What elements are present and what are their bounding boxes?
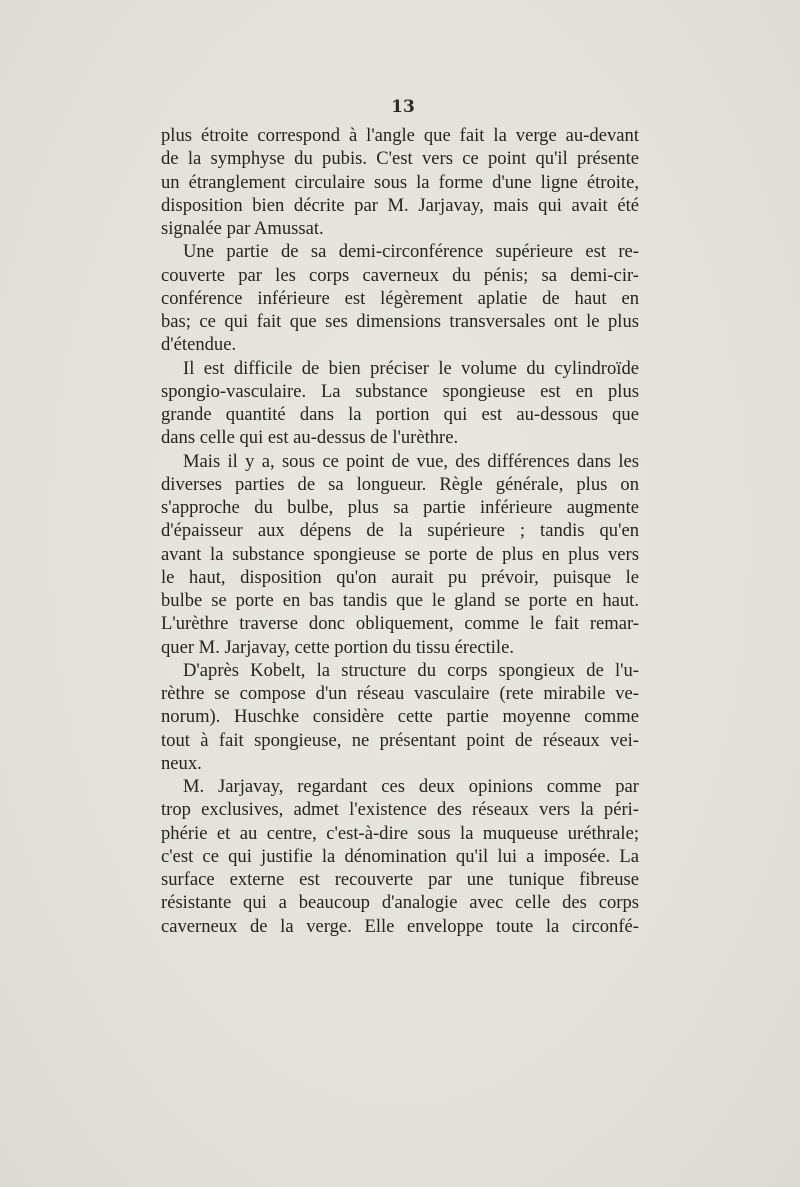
text-line: tout à fait spongieuse, ne présentant point de réseaux vei- xyxy=(161,729,639,751)
text-line: le haut, disposition qu'on aurait pu prévoir, puisque le xyxy=(161,566,639,588)
text-line: de la symphyse du pubis. C'est vers ce point qu'il présente xyxy=(161,148,639,170)
text-line: disposition bien décrite par M. Jarjavay, mais qui avait été xyxy=(161,194,639,216)
text-line: grande quantité dans la portion qui est au-dessous que xyxy=(161,404,639,425)
text-line: couverte par les corps caverneux du pénis; sa demi-cir- xyxy=(161,264,639,286)
text-line: caverneux de la verge. Elle enveloppe toute la circonfé- xyxy=(161,915,639,937)
text-line: norum). Huschke considère cette partie moyenne comme xyxy=(161,706,639,728)
page-number: 13 xyxy=(391,97,415,117)
text-line: M. Jarjavay, regardant ces deux opinions comme par xyxy=(183,776,639,797)
text-line: trop exclusives, admet l'existence des réseaux vers la péri- xyxy=(161,799,639,821)
text-line: s'approche du bulbe, plus sa partie inférieure augmente xyxy=(161,497,639,518)
text-line: phérie et au centre, c'est-à-dire sous la muqueuse uréthrale; xyxy=(161,822,639,844)
text-line: d'épaisseur aux dépens de la supérieure ; tandis qu'en xyxy=(161,520,639,542)
text-line: Mais il y a, sous ce point de vue, des différences dans les xyxy=(183,450,639,472)
text-line: plus étroite correspond à l'angle que fait la verge au-devant xyxy=(161,125,639,146)
text-line: c'est ce qui justifie la dénomination qu'il lui a imposée. La xyxy=(161,845,639,867)
text-line: diverses parties de sa longueur. Règle générale, plus on xyxy=(161,473,639,495)
text-line: avant la substance spongieuse se porte de plus en plus vers xyxy=(161,543,639,565)
text-line: résistante qui a beaucoup d'analogie avec celle des corps xyxy=(161,892,639,914)
text-line: L'urèthre traverse donc obliquement, comme le fait remar- xyxy=(161,613,639,635)
text-line: D'après Kobelt, la structure du corps spongieux de l'u- xyxy=(183,659,639,681)
text-line: neux. xyxy=(161,752,202,774)
text-line: Une partie de sa demi-circonférence supérieure est re- xyxy=(183,241,639,263)
text-line: conférence inférieure est légèrement aplatie de haut en xyxy=(161,287,639,309)
text-line: quer M. Jarjavay, cette portion du tissu érectile. xyxy=(161,636,514,658)
text-line: un étranglement circulaire sous la forme d'une ligne étroite, xyxy=(161,171,639,193)
text-line: spongio-vasculaire. La substance spongieuse est en plus xyxy=(161,380,639,402)
text-line: rèthre se compose d'un réseau vasculaire (rete mirabile ve- xyxy=(161,683,639,704)
text-line: Il est difficile de bien préciser le volume du cylindroïde xyxy=(183,357,639,379)
body-text xyxy=(161,124,639,938)
text-line: bas; ce qui fait que ses dimensions transversales ont le plus xyxy=(161,311,639,332)
text-line: bulbe se porte en bas tandis que le gland se porte en haut. xyxy=(161,590,639,611)
text-line: signalée par Amussat. xyxy=(161,218,324,239)
text-line: d'étendue. xyxy=(161,334,237,356)
text-line: surface externe est recouverte par une tunique fibreuse xyxy=(161,869,639,890)
text-line: dans celle qui est au-dessus de l'urèthre. xyxy=(161,427,459,449)
